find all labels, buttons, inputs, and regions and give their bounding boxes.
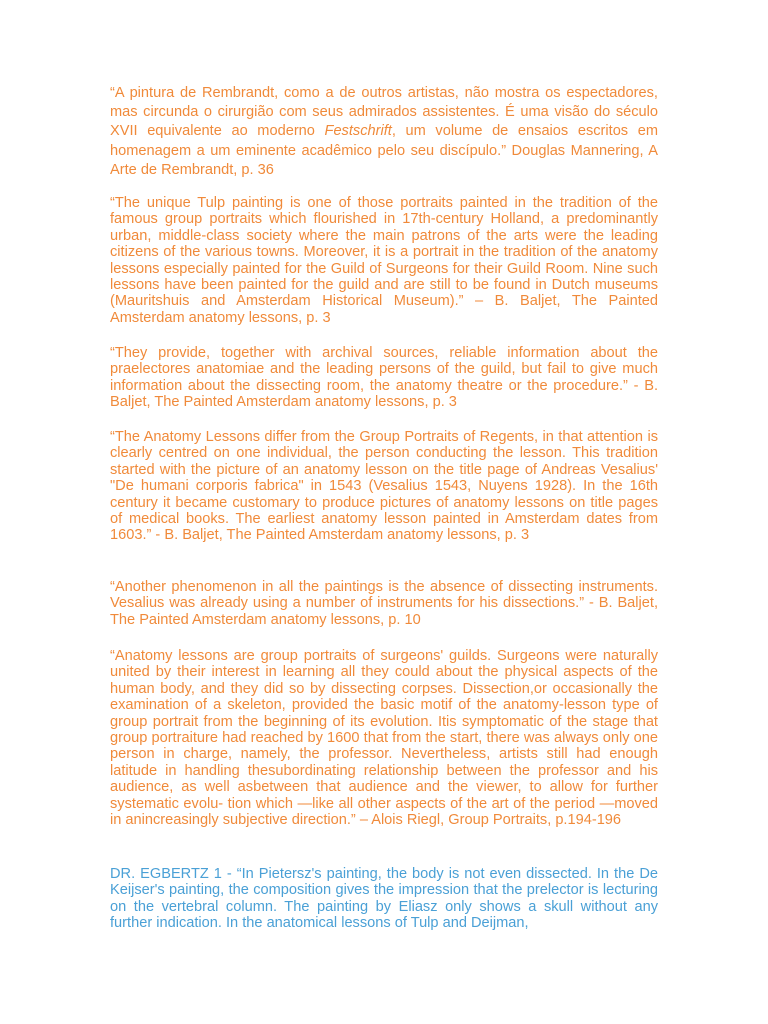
quote-paragraph-baljet-instruments: “Another phenomenon in all the paintings is the absence of dissecting instruments. Vesalius was already using a number of instruments for his dissections.” - B. Baljet, The Painted Amsterdam anatomy lessons, p. 10 xyxy=(110,579,658,628)
quote-paragraph-baljet-sources: “They provide, together with archival sources, reliable information about the praelectores anatomiae and the leading persons of the guild, but fail to give much information about the dissecting room, the anatomy theatre or the procedure.” - B. Baljet, The Painted Amsterdam anatomy lessons, p. 3 xyxy=(110,345,658,411)
quote-paragraph-baljet-vesalius: “The Anatomy Lessons differ from the Group Portraits of Regents, in that attention is clearly centred on one individual, the person conducting the lesson. This tradition started with the picture of an anatomy lesson on the title page of Andreas Vesalius' "De humani corporis fabrica" in 1543 (Vesalius 1543, Nuyens 1928). In the 16th century it became customary to produce pictures of anatomy lessons on title pages of medical books. The earliest anatomy lesson painted in Amsterdam dates from 1603.” - B. Baljet, The Painted Amsterdam anatomy lessons, p. 3 xyxy=(110,429,658,544)
quote-paragraph-mannering xyxy=(110,84,658,180)
quote-paragraph-egbertz: DR. EGBERTZ 1 - “In Pietersz's painting, the body is not even dissected. In the De Keijser's painting, the composition gives the impression that the prelector is lecturing on the vertebral column. The painting by Eliasz only shows a skull without any further indication. In the anatomical lessons of Tulp and Deijman, xyxy=(110,866,658,932)
quote-paragraph-riegl: “Anatomy lessons are group portraits of surgeons' guilds. Surgeons were naturally united by their interest in learning all they could about the physical aspects of the human body, and they did so by dissecting corpses. Dissection,or occasionally the examination of a skeleton, provided the basic motif of the anatomy-lesson type of group portrait from the beginning of its evolution. Itis symptomatic of the stage that group portraiture had reached by 1600 that from the start, there was always only one person in charge, namely, the professor. Nevertheless, artists still had enough latitude in handling thesubordinating relationship between the professor and his audience, as well asbetween that audience and the viewer, to allow for further systematic evolu- tion which —like all other aspects of the art of the period —moved in anincreasingly subjective direction.” – Alois Riegl, Group Portraits, p.194-196 xyxy=(110,648,658,829)
quote-text-part: , um volume de ensaios escritos em homenagem a um eminente acadêmico pelo seu discípulo.” Douglas Mannering, A Arte de Rembrandt, p. 36 xyxy=(110,123,658,178)
quote-italic-term: Festschrift xyxy=(324,123,392,140)
quote-text-part: “A pintura de Rembrandt, como a de outros artistas, não mostra os espectadores, mas circunda o cirurgião com seus admirados assistentes. É uma visão do século XVII equivalente ao moderno xyxy=(110,85,658,140)
quote-paragraph-baljet-tulp: “The unique Tulp painting is one of those portraits painted in the tradition of the famous group portraits which flourished in 17th-century Holland, a predominantly urban, middle-class society where the main patrons of the arts were the leading citizens of the various towns. Moreover, it is a portrait in the tradition of the anatomy lessons especially painted for the Guild of Surgeons for their Guild Room. Nine such lessons have been painted for the guild and are still to be found in Dutch museums (Mauritshuis and Amsterdam Historical Museum).” – B. Baljet, The Painted Amsterdam anatomy lessons, p. 3 xyxy=(110,195,658,326)
